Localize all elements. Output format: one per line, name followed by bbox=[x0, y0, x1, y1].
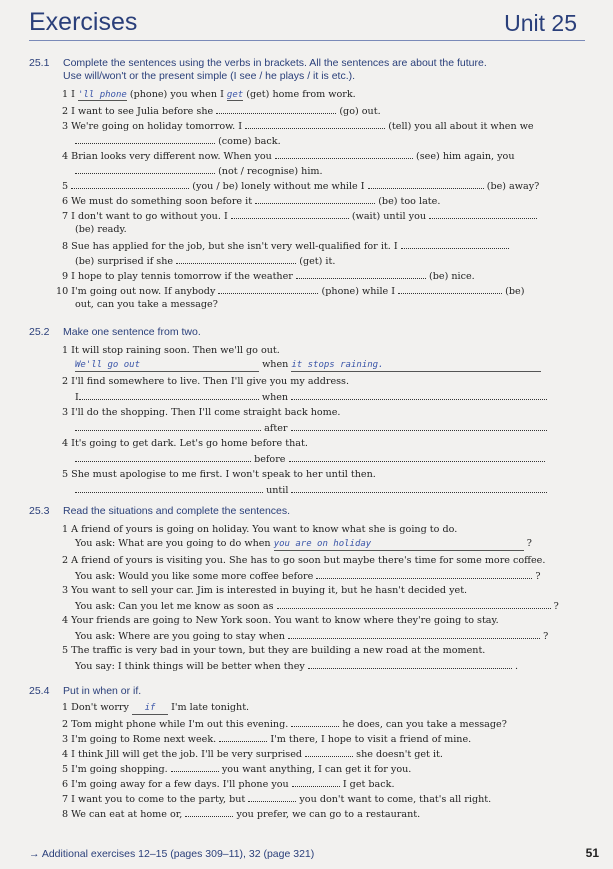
sentence-8-cont: (be) surprised if she (get) it. bbox=[75, 256, 336, 267]
exercise-number: 25.4 bbox=[29, 685, 50, 697]
sentence-6: 6 I'm going away for a few days. I'll phone you I get back. bbox=[62, 779, 395, 790]
answer-blank[interactable] bbox=[79, 390, 259, 400]
instructions: Put in when or if. bbox=[63, 685, 142, 697]
question-4: You ask: Where are you going to stay when ? bbox=[75, 631, 549, 642]
question-5: You say: I think things will be better when they . bbox=[75, 661, 519, 672]
answer-blank[interactable] bbox=[216, 104, 336, 114]
answer-blank[interactable] bbox=[248, 792, 296, 802]
section-heading bbox=[29, 57, 585, 82]
sentence-4-answer: before bbox=[75, 452, 545, 466]
example-answer: if bbox=[132, 702, 168, 715]
instructions: Read the situations and complete the sentences. bbox=[63, 505, 291, 517]
sentence-8: 8 Sue has applied for the job, but she isn't very well-qualified for it. I bbox=[62, 239, 509, 253]
sentence-4: 4 I think Jill will get the job. I'll be very surprised she doesn't get it. bbox=[62, 749, 443, 760]
page-header bbox=[0, 0, 613, 44]
sentence-4: 4 It's going to get dark. Let's go home before that. bbox=[62, 438, 308, 449]
answer-blank[interactable] bbox=[218, 284, 318, 294]
answer-blank[interactable] bbox=[245, 119, 385, 129]
section-heading bbox=[29, 685, 585, 698]
answer-blank[interactable] bbox=[291, 390, 547, 400]
sentence-10: 10 I'm going out now. If anybody (phone) while I (be) bbox=[56, 286, 525, 297]
example-answer: 'll phone bbox=[78, 90, 127, 100]
situation-1: 1 A friend of yours is going on holiday. You want to know what she is going to do. bbox=[62, 524, 458, 535]
answer-blank[interactable] bbox=[185, 807, 233, 817]
sentence-7: 7 I don't want to go without you. I (wait) until you bbox=[62, 209, 537, 223]
sentence-2-answer: I when bbox=[75, 390, 547, 404]
answer-blank[interactable] bbox=[398, 284, 502, 294]
situation-3: 3 You want to sell your car. Jim is interested in buying it, but he hasn't decided yet. bbox=[62, 585, 468, 596]
answer-blank[interactable] bbox=[429, 209, 537, 219]
instructions: Complete the sentences using the verbs in brackets. All the sentences are about the future. bbox=[63, 57, 487, 69]
example-answer: it stops raining. bbox=[291, 359, 541, 372]
section-heading bbox=[29, 326, 585, 339]
answer-blank[interactable] bbox=[288, 629, 540, 639]
sentence-9: 9 I hope to play tennis tomorrow if the weather (be) nice. bbox=[62, 271, 475, 282]
situation-2: 2 A friend of yours is visiting you. She has to go soon but maybe there's time for some more coffee. bbox=[62, 555, 546, 566]
unit-label: Unit 25 bbox=[504, 10, 577, 36]
answer-blank[interactable] bbox=[75, 483, 263, 493]
sentence-5: 5 (you / be) lonely without me while I (be) away? bbox=[62, 181, 540, 192]
answer-blank[interactable] bbox=[171, 762, 219, 772]
answer-blank[interactable] bbox=[75, 134, 215, 144]
sentence-5: 5 I'm going shopping. you want anything, I can get it for you. bbox=[62, 764, 412, 775]
answer-blank[interactable] bbox=[275, 149, 413, 159]
sentence-6: 6 We must do something soon before it (be) too late. bbox=[62, 196, 441, 207]
sentence-3: 3 We're going on holiday tomorrow. I (tell) you all about it when we bbox=[62, 121, 534, 132]
exercise-number: 25.1 bbox=[29, 57, 50, 69]
sentence-5-answer: until bbox=[75, 483, 547, 497]
answer-blank[interactable] bbox=[231, 209, 349, 219]
sentence-1: 1 Don't worry if I'm late tonight. bbox=[62, 702, 250, 713]
sentence-1: 1 I 'll phone (phone) you when I get (get) home from work. bbox=[62, 89, 356, 100]
sentence-8: 8 We can eat at home or, you prefer, we can go to a restaurant. bbox=[62, 809, 421, 820]
answer-blank[interactable] bbox=[176, 254, 296, 264]
answer-blank[interactable] bbox=[368, 179, 484, 189]
sentence-1: 1 It will stop raining soon. Then we'll go out. bbox=[62, 345, 280, 356]
instructions: Make one sentence from two. bbox=[63, 326, 201, 338]
answer-blank[interactable] bbox=[401, 239, 509, 249]
answer-blank[interactable] bbox=[316, 569, 532, 579]
sentence-4: 4 Brian looks very different now. When you (see) him again, you bbox=[62, 151, 515, 162]
answer-blank[interactable] bbox=[308, 659, 512, 669]
sentence-3-answer: after bbox=[75, 421, 547, 435]
example-answer: get bbox=[226, 90, 244, 100]
answer-blank[interactable] bbox=[75, 164, 215, 174]
answer-blank[interactable] bbox=[255, 194, 375, 204]
answer-blank[interactable] bbox=[71, 179, 189, 189]
exercise-number: 25.2 bbox=[29, 326, 50, 338]
question-2: You ask: Would you like some more coffee before ? bbox=[75, 571, 541, 582]
sentence-7: 7 I want you to come to the party, but you don't want to come, that's all right. bbox=[62, 794, 492, 805]
answer-blank[interactable] bbox=[305, 747, 353, 757]
answer-blank[interactable] bbox=[219, 732, 267, 742]
answer-blank[interactable] bbox=[277, 599, 551, 609]
answer-blank[interactable] bbox=[291, 421, 547, 431]
header-divider bbox=[29, 40, 585, 41]
sentence-7-cont: (be) ready. bbox=[75, 224, 127, 235]
answer-blank[interactable] bbox=[75, 421, 261, 431]
additional-exercises-link[interactable]: → Additional exercises 12–15 (pages 309–11), 32 (page 321) bbox=[29, 848, 315, 860]
sentence-4-cont: (not / recognise) him. bbox=[75, 164, 323, 178]
sentence-2: 2 I want to see Julia before she (go) out. bbox=[62, 106, 381, 117]
exercise-number: 25.3 bbox=[29, 505, 50, 517]
sentence-3-cont: (come) back. bbox=[75, 134, 281, 148]
sentence-5: 5 She must apologise to me first. I won't speak to her until then. bbox=[62, 469, 376, 480]
page-title: Exercises bbox=[29, 8, 138, 36]
answer-blank[interactable] bbox=[75, 452, 251, 462]
section-heading bbox=[29, 505, 585, 518]
answer-blank[interactable] bbox=[289, 452, 545, 462]
answer-blank[interactable] bbox=[292, 777, 340, 787]
question-1: You ask: What are you going to do when you are on holiday ? bbox=[75, 538, 532, 549]
situation-4: 4 Your friends are going to New York soon. You want to know where they're going to stay. bbox=[62, 615, 499, 626]
sentence-10-cont: out, can you take a message? bbox=[75, 299, 218, 310]
page-number: 51 bbox=[585, 846, 599, 860]
sentence-3: 3 I'll do the shopping. Then I'll come straight back home. bbox=[62, 407, 341, 418]
example-answer: you are on holiday bbox=[274, 538, 524, 551]
instructions-line-2: Use will/won't or the present simple (I see / he plays / it is etc.). bbox=[63, 70, 356, 82]
answer-blank[interactable] bbox=[291, 483, 547, 493]
sentence-3: 3 I'm going to Rome next week. I'm there, I hope to visit a friend of mine. bbox=[62, 734, 472, 745]
situation-5: 5 The traffic is very bad in your town, but they are building a new road at the moment. bbox=[62, 645, 486, 656]
sentence-1-answer: We'll go out when it stops raining. bbox=[75, 359, 541, 372]
answer-blank[interactable] bbox=[296, 269, 426, 279]
sentence-2: 2 Tom might phone while I'm out this evening. he does, can you take a message? bbox=[62, 719, 507, 730]
sentence-2: 2 I'll find somewhere to live. Then I'll give you my address. bbox=[62, 376, 350, 387]
example-answer: We'll go out bbox=[75, 359, 259, 372]
question-3: You ask: Can you let me know as soon as ? bbox=[75, 601, 559, 612]
answer-blank[interactable] bbox=[291, 717, 339, 727]
